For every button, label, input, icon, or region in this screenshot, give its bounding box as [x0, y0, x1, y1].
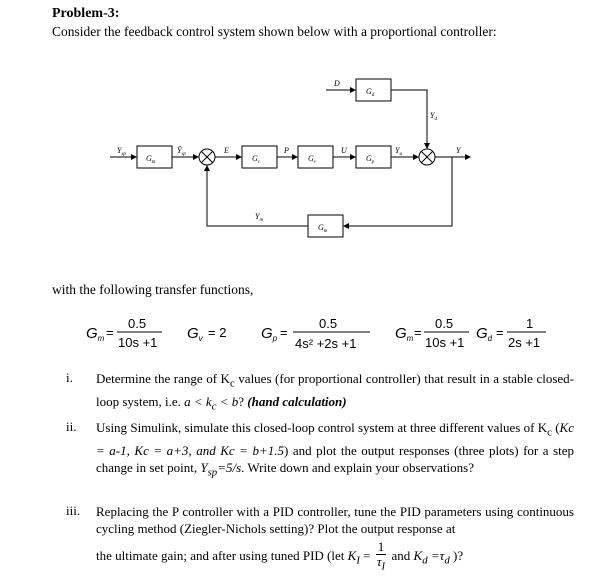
- svg-text:Gm: $G_m$: [318, 223, 328, 234]
- ki-fraction: $\frac{1}{\tau_I}$: [376, 539, 386, 573]
- svg-text:Gv: $G_v$: [187, 325, 203, 343]
- question-item-iii-line2: the ultimate gain; and after using tuned PID (let $K_I$ = $\frac{1}{\tau_I}$ and $K_d =\tau_d$ )?: [96, 539, 464, 573]
- svg-text:Ym: $Y_m$: [255, 212, 264, 223]
- svg-text:10s +1: 10s +1: [425, 335, 465, 350]
- svg-text:0.5: 0.5: [319, 316, 338, 331]
- svg-text:Gd: $G_d$: [476, 325, 493, 343]
- svg-text:Gd: $G_d$: [366, 87, 375, 98]
- svg-text:U: U: [341, 146, 347, 155]
- svg-text:0.5: 0.5: [128, 316, 147, 331]
- question-item-ii: Using Simulink, simulate this closed-loop control system at three different values of $K_c$ (Kc = a-1, Kc = a+3, and Kc = b+1.5) and plot the output responses (three plots) for a step change in set point, $Y_{sp}=5/s$. Write down and explain your observations?: [96, 420, 575, 479]
- svg-text:0.5: 0.5: [435, 316, 454, 331]
- svg-text:=: =: [106, 325, 114, 340]
- svg-text:D: D: [334, 79, 340, 88]
- block-diagram: [0, 40, 610, 240]
- svg-text:Y: Y: [456, 146, 461, 155]
- svg-text:1: 1: [526, 316, 534, 331]
- svg-text:Gc: $G_c$: [252, 154, 261, 165]
- svg-text:Gm: $G_m$: [86, 325, 105, 343]
- problem-title: Problem-3:: [52, 6, 120, 21]
- svg-text:2s +1: 2s +1: [508, 335, 541, 350]
- problem-intro: Consider the feedback control system shown below with a proportional controller:: [52, 24, 497, 39]
- svg-text:Ysp: $Y_{sp}$: [117, 146, 126, 157]
- item-number: ii.: [66, 419, 77, 434]
- svg-text:P: P: [284, 146, 289, 155]
- svg-text:Gp: $G_p$: [366, 154, 375, 165]
- item-number: i.: [66, 370, 73, 385]
- item-number: iii.: [66, 503, 81, 518]
- svg-text:Gm: $G_m$: [146, 154, 156, 165]
- transfer-functions: [0, 308, 610, 358]
- svg-text:Yu: $Y_u$: [395, 146, 402, 157]
- svg-text:=: =: [496, 325, 504, 340]
- question-item-i: Determine the range of $K_c$ values (for proportional controller) that result in a stable closed-loop system, i.e. $a < k_c < b$? (hand calculation): [96, 371, 574, 413]
- svg-text:=: =: [280, 325, 288, 340]
- question-item-iii: Replacing the P controller with a PID controller, tune the PID parameters using continuous cycling method (Ziegler-Nichols setting)? Plot the output response at: [96, 504, 574, 536]
- svg-text:Gm: $G_m$: [395, 325, 414, 343]
- svg-text:10s +1: 10s +1: [118, 335, 158, 350]
- svg-text:= 2: = 2: [208, 325, 227, 340]
- svg-text:E: E: [224, 146, 229, 155]
- svg-text:4s² +2s +1: 4s² +2s +1: [295, 336, 357, 351]
- svg-text:Ỹsp: Ỹ$_{sp}$: [177, 146, 186, 157]
- with-text: with the following transfer functions,: [52, 282, 254, 297]
- svg-text:Gp: $G_p$: [261, 325, 278, 343]
- svg-text:Yd: $Y_d$: [430, 111, 437, 122]
- svg-text:Gv: $G_v$: [308, 154, 317, 165]
- svg-text:=: =: [414, 325, 422, 340]
